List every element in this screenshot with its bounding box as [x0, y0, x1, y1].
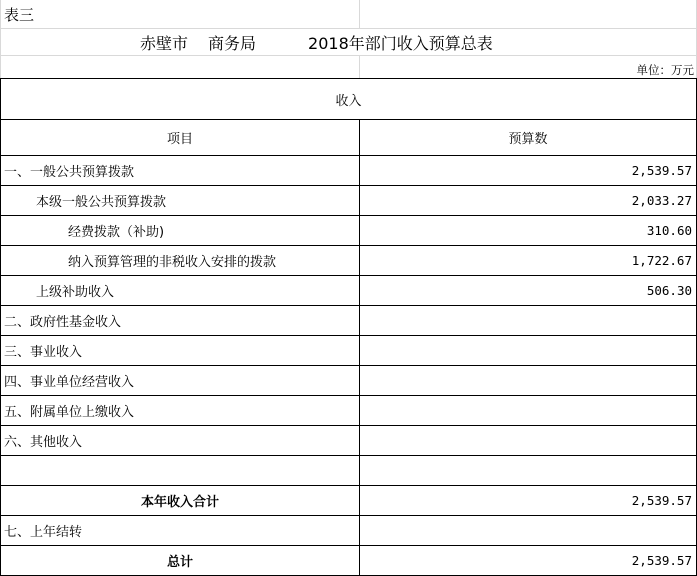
row-label-funding-subsidy: 经费拨款（补助) [68, 225, 165, 240]
col-header-amount: 预算数 [508, 132, 548, 147]
row-value-business-income [360, 336, 696, 365]
row-value-carryover [360, 516, 696, 545]
title-report: 2018年部门收入预算总表 [308, 33, 493, 53]
row-value-operating-income [360, 366, 696, 395]
row-value-blank [360, 456, 696, 485]
row-label-year-total: 本年收入合计 [140, 495, 219, 510]
row-value-other-income [360, 426, 696, 455]
gridline [0, 55, 697, 56]
title-city: 赤壁市 [140, 33, 189, 53]
row-value-local-budget: 2,033.27 [631, 193, 692, 208]
row-value-year-total: 2,539.57 [631, 493, 692, 508]
gridline [359, 55, 360, 78]
unit-label: 单位：万元 [636, 63, 694, 77]
report-title [140, 29, 640, 55]
row-label-affiliated-income: 五、附属单位上缴收入 [4, 405, 135, 420]
row-value-general-budget: 2,539.57 [631, 163, 692, 178]
row-value-upper-subsidy: 506.30 [646, 283, 692, 298]
row-label-other-income: 六、其他收入 [4, 435, 83, 450]
row-value-affiliated-income [360, 396, 696, 425]
title-dept: 商务局 [208, 33, 257, 53]
row-label-grand-total: 总计 [166, 555, 193, 570]
row-label-local-budget: 本级一般公共预算拨款 [36, 195, 167, 210]
row-value-nontax-income: 1,722.67 [631, 253, 692, 268]
col-header-item: 项目 [166, 132, 193, 147]
row-label-operating-income: 四、事业单位经营收入 [4, 375, 135, 390]
row-label-blank [4, 456, 358, 485]
row-label-gov-fund: 二、政府性基金收入 [4, 315, 122, 330]
row-label-carryover: 七、上年结转 [4, 525, 83, 540]
gridline [0, 0, 1, 78]
section-header: 收入 [335, 93, 362, 109]
row-value-grand-total: 2,539.57 [631, 553, 692, 568]
row-label-nontax-income: 纳入预算管理的非税收入安排的拨款 [68, 255, 277, 270]
row-label-business-income: 三、事业收入 [4, 345, 83, 360]
row-value-gov-fund [360, 306, 696, 335]
row-label-general-budget: 一、一般公共预算拨款 [4, 165, 135, 180]
gridline [359, 0, 360, 28]
row-value-funding-subsidy: 310.60 [646, 223, 692, 238]
row-label-upper-subsidy: 上级补助收入 [36, 285, 115, 300]
sheet-label: 表三 [4, 5, 35, 24]
